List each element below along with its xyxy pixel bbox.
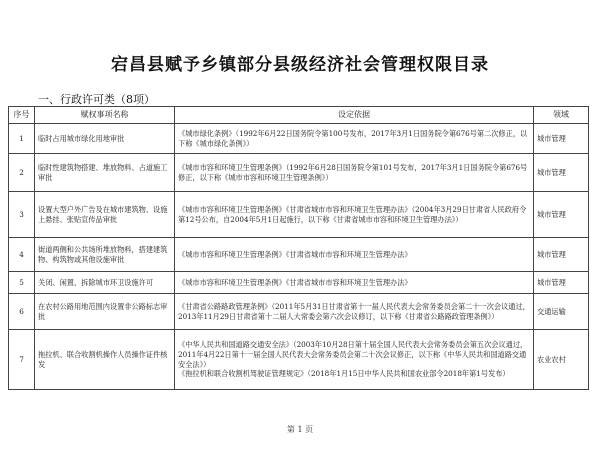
- row-basis: 《城市绿化条例》（1992年6月22日国务院令第100号发布，2017年3月1日国务院令第676号第二次修正，以下称《城市绿化条例》）: [175, 124, 534, 154]
- page-number: 第 1 页: [286, 425, 314, 434]
- row-domain: 城市管理: [534, 238, 589, 272]
- header-name: 赋权事项名称: [35, 107, 175, 124]
- table-row: [9, 272, 589, 294]
- row-name: 临时性建筑物搭建、堆放物料、占道施工审批: [35, 154, 175, 192]
- row-name: 在农村公路用地范围内设置非公路标志审批: [35, 294, 175, 330]
- document-title: 宕昌县赋予乡镇部分县级经济社会管理权限目录: [111, 55, 489, 75]
- row-name: 临时占用城市绿化用地审批: [35, 124, 175, 154]
- row-name: 设置大型户外广告及在城市建筑物、设施上悬挂、张贴宣传品审批: [35, 192, 175, 238]
- row-no: 1: [9, 124, 35, 154]
- row-domain: 交通运输: [534, 294, 589, 330]
- row-basis: 《城市市容和环境卫生管理条例》《甘肃省城市市容和环境卫生管理办法》: [175, 238, 534, 272]
- row-no: 5: [9, 272, 35, 294]
- row-no: 4: [9, 238, 35, 272]
- table-row: [9, 154, 589, 192]
- row-no: 2: [9, 154, 35, 192]
- table-row: [9, 330, 589, 390]
- row-name: 拖拉机、联合收割机操作人员操作证件核发: [35, 330, 175, 390]
- row-domain: 城市管理: [534, 124, 589, 154]
- table-row: [9, 294, 589, 330]
- permissions-table: [8, 106, 589, 390]
- row-no: 3: [9, 192, 35, 238]
- row-domain: 城市管理: [534, 272, 589, 294]
- row-basis: 《甘肃省公路路政管理条例》（2011年5月31日甘肃省第十一届人民代表大会常务委员会第二十一次会议通过，2013年11月29日甘肃省第十二届人大常委会第六次会议修订，以下称《甘肃省公路路政管理条例》）: [175, 294, 534, 330]
- table-row: [9, 238, 589, 272]
- row-name: 关闭、闲置、拆除城市环卫设施许可: [35, 272, 175, 294]
- table-row: [9, 192, 589, 238]
- header-basis: 设定依据: [175, 107, 534, 124]
- section-heading: 一、行政许可类（8项）: [38, 93, 155, 106]
- header-no: 序号: [9, 107, 35, 124]
- row-basis: 《城市市容和环境卫生管理条例》《甘肃省城市市容和环境卫生管理办法》: [175, 272, 534, 294]
- row-basis: 《中华人民共和国道路交通安全法》（2003年10月28日第十届全国人民代表大会常务委员会第五次会议通过，2011年4月22日第十一届全国人民代表大会常务委员会第二十次会议修正，以下称《中华人民共和国道路交通安全法》） 《拖拉机和联合收割机驾驶证管理规定》（2018年1月15日中华人民共和国农业部令2018年第1号发布）: [175, 330, 534, 390]
- table-row: [9, 124, 589, 154]
- row-no: 7: [9, 330, 35, 390]
- row-no: 6: [9, 294, 35, 330]
- table-header-row: [9, 107, 589, 124]
- row-domain: 城市管理: [534, 154, 589, 192]
- row-basis: 《城市市容和环境卫生管理条例》《甘肃省城市市容和环境卫生管理办法》（2004年3月29日甘肃省人民政府令第12号公布，自2004年5月1日起施行，以下称《甘肃省城市市容和环境卫生管理办法》）: [175, 192, 534, 238]
- header-domain: 领域: [534, 107, 589, 124]
- row-name: 街道两侧和公共场所堆放物料，搭建建筑物、构筑物或其他设施审批: [35, 238, 175, 272]
- row-domain: 城市管理: [534, 192, 589, 238]
- row-domain: 农业农村: [534, 330, 589, 390]
- row-basis: 《城市市容和环境卫生管理条例》（1992年6月28日国务院令第101号发布，2017年3月1日国务院令第676号修正，以下称《城市市容和环境卫生管理条例》）: [175, 154, 534, 192]
